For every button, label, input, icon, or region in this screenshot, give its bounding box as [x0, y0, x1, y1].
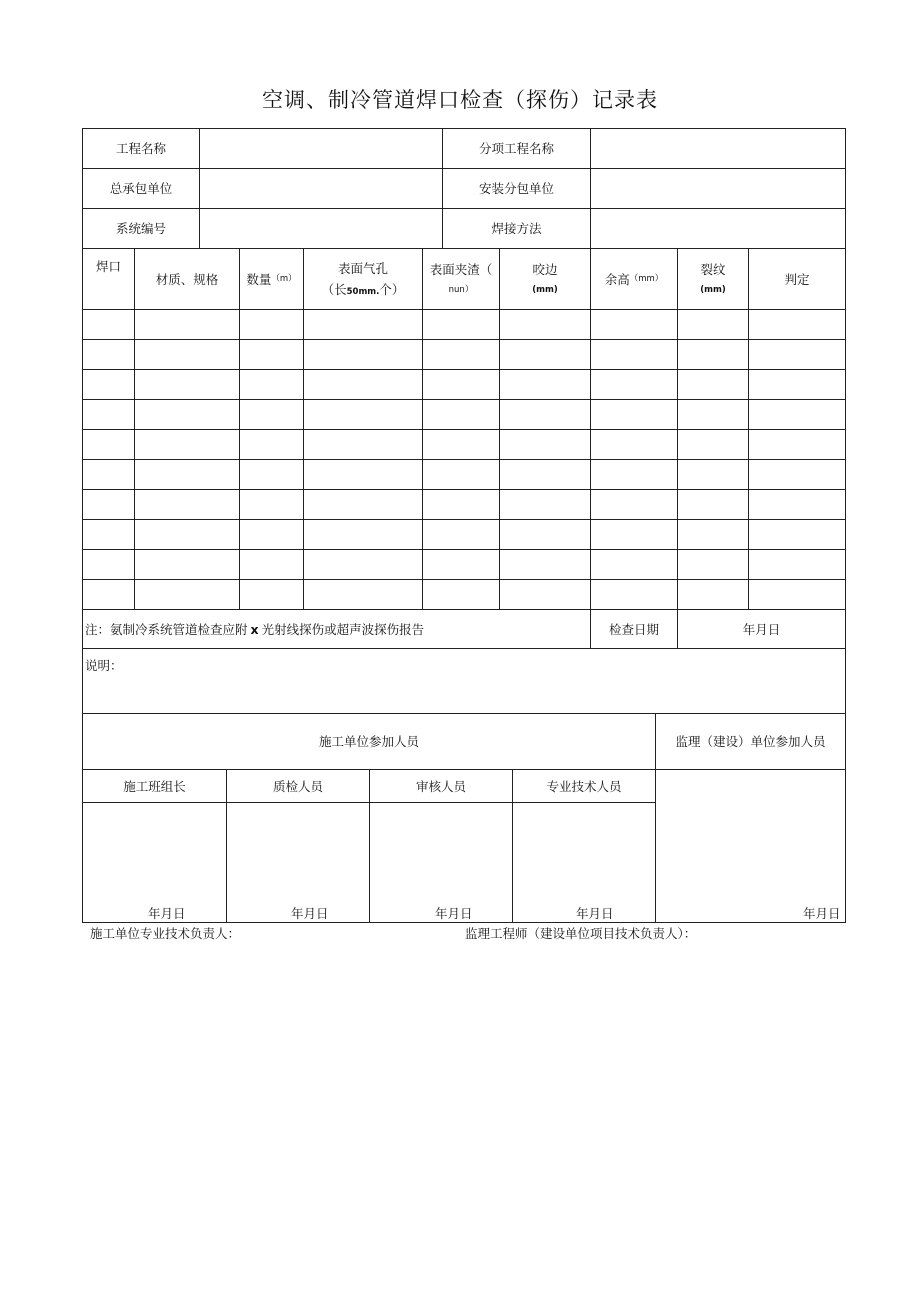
table-cell[interactable]	[240, 310, 303, 339]
table-cell[interactable]	[304, 430, 422, 459]
signature-quality-inspector[interactable]	[227, 803, 369, 901]
table-cell[interactable]	[240, 370, 303, 399]
table-cell[interactable]	[423, 370, 499, 399]
table-cell[interactable]	[135, 400, 239, 429]
table-cell[interactable]	[83, 550, 134, 579]
table-cell[interactable]	[304, 520, 422, 549]
col-header-slag	[423, 252, 499, 306]
table-cell[interactable]	[240, 400, 303, 429]
col-header-quantity-main: 数量	[246, 271, 272, 287]
system-no-label: 系统编号	[115, 221, 166, 236]
table-cell[interactable]	[500, 310, 590, 339]
table-cell[interactable]	[135, 460, 239, 489]
table-cell[interactable]	[591, 490, 677, 519]
install-subcontractor-label: 安装分包单位	[478, 181, 554, 196]
table-cell[interactable]	[423, 400, 499, 429]
construction-participants-label: 施工单位参加人员	[318, 734, 419, 749]
date-supervision: 年月日	[803, 906, 841, 921]
col-header-undercut-unit: (mm)	[532, 285, 558, 296]
table-cell[interactable]	[500, 460, 590, 489]
table-cell[interactable]	[423, 520, 499, 549]
date-technical-staff: 年月日	[576, 906, 614, 921]
table-cell[interactable]	[500, 580, 590, 609]
table-cell[interactable]	[591, 310, 677, 339]
col-header-crack-main: 裂纹	[700, 262, 726, 278]
signature-team-leader[interactable]	[83, 803, 226, 901]
project-name-label: 工程名称	[115, 141, 166, 156]
table-cell[interactable]	[304, 400, 422, 429]
table-cell[interactable]	[423, 340, 499, 369]
col-header-judgement: 判定	[784, 271, 810, 287]
install-subcontractor-field[interactable]	[591, 169, 845, 208]
sub-project-label: 分项工程名称	[478, 141, 554, 156]
table-cell[interactable]	[135, 550, 239, 579]
table-cell[interactable]	[591, 370, 677, 399]
table-cell[interactable]	[423, 430, 499, 459]
table-cell[interactable]	[135, 370, 239, 399]
table-cell[interactable]	[500, 490, 590, 519]
table-cell[interactable]	[135, 580, 239, 609]
table-cell[interactable]	[749, 490, 844, 519]
table-cell[interactable]	[591, 430, 677, 459]
table-cell[interactable]	[83, 580, 134, 609]
welding-method-field[interactable]	[591, 209, 845, 248]
table-cell[interactable]	[83, 370, 134, 399]
col-header-undercut-main: 咬边	[532, 262, 558, 278]
role-team-leader: 施工班组长	[123, 778, 186, 794]
inspection-date-field[interactable]: 年月日	[742, 621, 781, 637]
note-text: 注：氨制冷系统管道检查应附 x 光射线探伤或超声波探伤报告	[85, 621, 425, 637]
role-reviewer: 审核人员	[415, 778, 466, 794]
signature-technical-staff[interactable]	[513, 803, 655, 901]
table-cell[interactable]	[135, 340, 239, 369]
table-cell[interactable]	[749, 370, 844, 399]
project-name-field[interactable]	[200, 129, 442, 168]
col-header-quantity-unit: （m）	[271, 273, 297, 284]
inspection-date-label: 检查日期	[608, 621, 659, 637]
table-cell[interactable]	[678, 340, 748, 369]
table-cell[interactable]	[240, 460, 303, 489]
table-cell[interactable]	[500, 430, 590, 459]
table-cell[interactable]	[749, 550, 844, 579]
table-cell[interactable]	[135, 310, 239, 339]
table-cell[interactable]	[591, 580, 677, 609]
col-header-material: 材质、规格	[155, 271, 219, 287]
col-header-porosity-sub: （长50mm.个）	[321, 281, 405, 297]
table-cell[interactable]	[423, 490, 499, 519]
signature-supervision[interactable]	[656, 770, 845, 901]
table-cell[interactable]	[749, 310, 844, 339]
table-cell[interactable]	[678, 400, 748, 429]
table-cell[interactable]	[240, 430, 303, 459]
table-cell[interactable]	[240, 580, 303, 609]
date-team-leader: 年月日	[148, 906, 186, 921]
table-cell[interactable]	[423, 310, 499, 339]
col-header-undercut	[500, 252, 590, 306]
table-cell[interactable]	[749, 400, 844, 429]
table-cell[interactable]	[240, 520, 303, 549]
table-cell[interactable]	[135, 520, 239, 549]
table-cell[interactable]	[423, 580, 499, 609]
table-cell[interactable]	[304, 580, 422, 609]
col-header-reinforcement-main: 余高	[604, 271, 630, 287]
table-cell[interactable]	[749, 430, 844, 459]
table-cell[interactable]	[500, 550, 590, 579]
table-cell[interactable]	[500, 370, 590, 399]
table-cell[interactable]	[240, 550, 303, 579]
col-header-crack	[678, 252, 748, 306]
system-no-field[interactable]	[200, 209, 442, 248]
col-header-porosity	[304, 252, 422, 306]
page-title: 空调、制冷管道焊口检查（探伤）记录表	[262, 88, 658, 112]
col-header-porosity-main: 表面气孔	[337, 260, 388, 276]
table-cell[interactable]	[591, 400, 677, 429]
col-header-reinforcement-unit: （mm）	[629, 273, 664, 284]
sub-project-field[interactable]	[591, 129, 845, 168]
table-cell[interactable]	[304, 490, 422, 519]
role-quality-inspector: 质检人员	[272, 778, 323, 794]
table-cell[interactable]	[304, 310, 422, 339]
general-contractor-label: 总承包单位	[109, 181, 173, 196]
signature-reviewer[interactable]	[370, 803, 512, 901]
table-cell[interactable]	[83, 310, 134, 339]
table-cell[interactable]	[83, 460, 134, 489]
table-cell[interactable]	[749, 460, 844, 489]
table-cell[interactable]	[135, 490, 239, 519]
supervising-engineer-label: 监理工程师（建设单位项目技术负责人）：	[465, 926, 697, 941]
table-cell[interactable]	[749, 520, 844, 549]
table-cell[interactable]	[304, 340, 422, 369]
table-cell[interactable]	[423, 550, 499, 579]
table-cell[interactable]	[500, 400, 590, 429]
col-header-slag-main: 表面夹渣（	[429, 262, 493, 278]
table-cell[interactable]	[678, 370, 748, 399]
col-header-crack-unit: (mm)	[700, 285, 726, 296]
table-cell[interactable]	[749, 340, 844, 369]
date-reviewer: 年月日	[435, 906, 473, 921]
table-cell[interactable]	[678, 520, 748, 549]
table-cell[interactable]	[591, 520, 677, 549]
table-cell[interactable]	[83, 490, 134, 519]
col-header-weld: 焊口	[95, 258, 121, 274]
col-header-slag-unit: nun）	[448, 285, 474, 296]
table-cell[interactable]	[591, 340, 677, 369]
table-cell[interactable]	[304, 460, 422, 489]
supervision-participants-label: 监理（建设）单位参加人员	[675, 734, 826, 749]
col-header-quantity	[240, 249, 303, 309]
remarks-field[interactable]	[83, 676, 845, 712]
table-cell[interactable]	[749, 580, 844, 609]
table-cell[interactable]	[83, 520, 134, 549]
table-cell[interactable]	[591, 550, 677, 579]
date-quality-inspector: 年月日	[291, 906, 329, 921]
table-cell[interactable]	[304, 550, 422, 579]
table-cell[interactable]	[591, 460, 677, 489]
table-cell[interactable]	[240, 340, 303, 369]
table-cell[interactable]	[678, 460, 748, 489]
table-cell[interactable]	[83, 430, 134, 459]
role-technical-staff: 专业技术人员	[546, 778, 622, 794]
table-cell[interactable]	[135, 430, 239, 459]
table-cell[interactable]	[83, 340, 134, 369]
table-cell[interactable]	[678, 490, 748, 519]
table-cell[interactable]	[240, 490, 303, 519]
table-cell[interactable]	[500, 520, 590, 549]
table-cell[interactable]	[423, 460, 499, 489]
table-cell[interactable]	[500, 340, 590, 369]
construction-tech-lead-label: 施工单位专业技术负责人：	[90, 926, 241, 941]
table-cell[interactable]	[678, 580, 748, 609]
welding-method-label: 焊接方法	[491, 221, 542, 236]
table-cell[interactable]	[678, 550, 748, 579]
table-cell[interactable]	[304, 370, 422, 399]
col-header-reinforcement	[591, 249, 677, 309]
table-cell[interactable]	[678, 430, 748, 459]
general-contractor-field[interactable]	[200, 169, 442, 208]
table-cell[interactable]	[678, 310, 748, 339]
table-cell[interactable]	[83, 400, 134, 429]
remarks-label: 说明：	[85, 657, 123, 673]
